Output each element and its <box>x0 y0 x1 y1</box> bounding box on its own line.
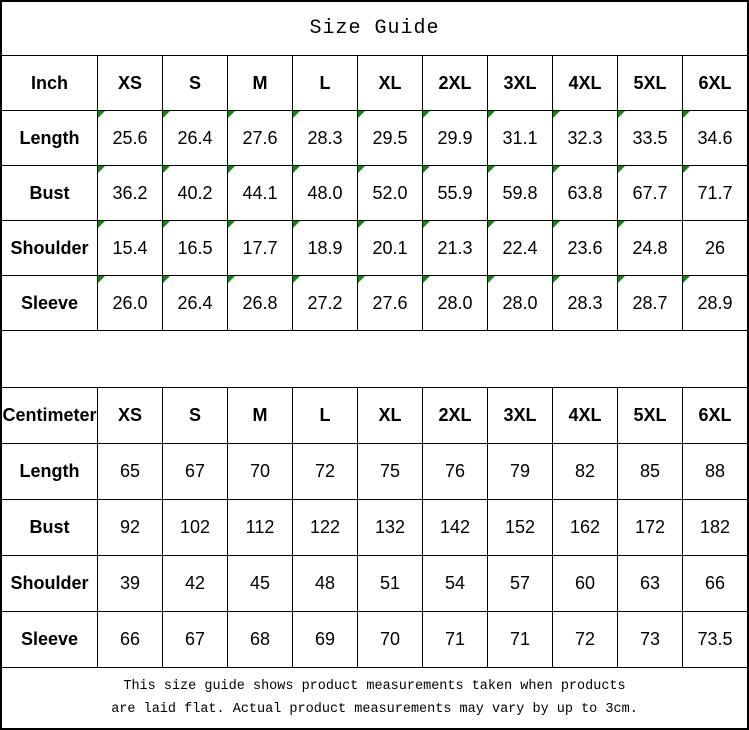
size-header-cell <box>357 56 422 111</box>
cell-corner-marker-icon <box>163 221 170 228</box>
size-value-cell <box>292 500 357 556</box>
size-value-cell-text: 40.2 <box>177 182 213 203</box>
size-header-cell <box>487 388 552 444</box>
row-label <box>2 444 97 500</box>
size-value-cell-text: 60 <box>574 573 596 593</box>
cell-corner-marker-icon <box>228 276 235 283</box>
size-header-cell-text: 4XL <box>568 72 602 93</box>
size-header-cell <box>227 56 292 111</box>
unit-label-text: Centimeter <box>2 405 97 425</box>
size-value-cell-text: 71 <box>444 629 466 649</box>
cell-corner-marker-icon <box>98 221 105 228</box>
size-value-cell-text: 17.7 <box>242 237 278 258</box>
cell-corner-marker-icon <box>618 276 625 283</box>
size-value-cell <box>682 556 747 612</box>
size-value-cell <box>357 444 422 500</box>
size-header-cell-text: 6XL <box>698 405 732 425</box>
size-value-cell-text: 28.7 <box>632 292 668 313</box>
size-value-cell <box>487 166 552 221</box>
size-value-cell-text: 48.0 <box>307 182 343 203</box>
cell-corner-marker-icon <box>163 276 170 283</box>
cell-corner-marker-icon <box>293 166 300 173</box>
size-value-cell-text: 85 <box>639 461 661 481</box>
cell-corner-marker-icon <box>293 111 300 118</box>
size-value-cell <box>227 500 292 556</box>
cell-corner-marker-icon <box>618 111 625 118</box>
size-value-cell-text: 73 <box>639 629 661 649</box>
size-value-cell <box>227 444 292 500</box>
size-value-cell-text: 15.4 <box>112 237 148 258</box>
cell-corner-marker-icon <box>358 276 365 283</box>
size-value-cell-text: 26.4 <box>177 292 213 313</box>
size-value-cell <box>552 221 617 276</box>
size-value-cell-text: 72 <box>314 461 336 481</box>
size-value-cell <box>292 221 357 276</box>
size-header-cell-text: S <box>188 72 201 93</box>
size-value-cell <box>292 166 357 221</box>
size-header-cell <box>422 388 487 444</box>
size-value-cell-text: 122 <box>309 517 341 537</box>
size-value-cell <box>617 166 682 221</box>
size-value-cell-text: 28.3 <box>307 127 343 148</box>
size-header-cell <box>97 388 162 444</box>
size-value-cell-text: 72 <box>574 629 596 649</box>
size-value-cell-text: 65 <box>119 461 141 481</box>
size-header-cell-text: XL <box>378 405 402 425</box>
cell-corner-marker-icon <box>98 276 105 283</box>
size-value-cell-text: 16.5 <box>177 237 213 258</box>
size-value-cell <box>552 556 617 612</box>
size-value-cell-text: 24.8 <box>632 237 668 258</box>
size-value-cell-text: 33.5 <box>632 127 668 148</box>
row-label-text: Shoulder <box>10 573 89 593</box>
size-value-cell <box>552 612 617 668</box>
size-value-cell <box>422 276 487 331</box>
size-value-cell-text: 26.8 <box>242 292 278 313</box>
cell-corner-marker-icon <box>163 166 170 173</box>
cell-corner-marker-icon <box>488 166 495 173</box>
size-value-cell-text: 51 <box>379 573 401 593</box>
size-value-cell <box>682 166 747 221</box>
cell-corner-marker-icon <box>358 166 365 173</box>
size-value-cell <box>97 444 162 500</box>
size-value-cell <box>422 500 487 556</box>
size-value-cell <box>357 612 422 668</box>
footnote <box>2 668 747 728</box>
size-value-cell-text: 59.8 <box>502 182 538 203</box>
size-value-cell <box>162 276 227 331</box>
size-value-cell-text: 28.0 <box>437 292 473 313</box>
size-value-cell-text: 23.6 <box>567 237 603 258</box>
size-header-cell <box>162 388 227 444</box>
size-value-cell-text: 22.4 <box>502 237 538 258</box>
size-header-cell <box>682 56 747 111</box>
size-value-cell <box>357 276 422 331</box>
size-value-cell <box>162 166 227 221</box>
size-value-cell <box>357 166 422 221</box>
size-value-cell-text: 76 <box>444 461 466 481</box>
size-value-cell-text: 20.1 <box>372 237 408 258</box>
size-header-cell-text: 2XL <box>438 405 472 425</box>
size-header-cell <box>292 56 357 111</box>
footnote-line-2: are laid flat. Actual product measurements may vary by up to 3cm. <box>111 702 638 717</box>
size-value-cell <box>292 276 357 331</box>
row-label-text: Shoulder <box>10 237 89 258</box>
size-value-cell <box>97 221 162 276</box>
size-value-cell <box>162 221 227 276</box>
size-value-cell-text: 29.9 <box>437 127 473 148</box>
cell-corner-marker-icon <box>228 111 235 118</box>
size-header-cell-text: 5XL <box>633 405 667 425</box>
size-value-cell-text: 63 <box>639 573 661 593</box>
size-value-cell <box>97 111 162 166</box>
size-header-cell-text: 3XL <box>503 405 537 425</box>
cell-corner-marker-icon <box>618 221 625 228</box>
size-value-cell-text: 54 <box>444 573 466 593</box>
centimeter-table <box>2 388 747 668</box>
size-value-cell <box>357 111 422 166</box>
size-value-cell-text: 55.9 <box>437 182 473 203</box>
size-value-cell <box>162 612 227 668</box>
size-value-cell <box>227 612 292 668</box>
size-header-cell-text: L <box>319 72 331 93</box>
size-value-cell-text: 27.6 <box>372 292 408 313</box>
size-value-cell <box>292 444 357 500</box>
row-label <box>2 500 97 556</box>
size-value-cell-text: 42 <box>184 573 206 593</box>
size-value-cell-text: 34.6 <box>697 127 733 148</box>
size-value-cell <box>422 556 487 612</box>
cell-corner-marker-icon <box>553 111 560 118</box>
size-value-cell-text: 44.1 <box>242 182 278 203</box>
row-label-text: Sleeve <box>20 292 79 313</box>
size-value-cell-text: 28.3 <box>567 292 603 313</box>
size-header-cell <box>682 388 747 444</box>
size-header-cell <box>162 56 227 111</box>
size-value-cell-text: 27.2 <box>307 292 343 313</box>
size-value-cell <box>292 111 357 166</box>
unit-label <box>2 56 97 111</box>
cell-corner-marker-icon <box>228 221 235 228</box>
row-label <box>2 556 97 612</box>
cell-corner-marker-icon <box>423 276 430 283</box>
size-header-cell-text: L <box>319 405 331 425</box>
size-value-cell-text: 92 <box>119 517 141 537</box>
page-title: Size Guide <box>2 2 747 56</box>
cell-corner-marker-icon <box>488 276 495 283</box>
unit-label-text: Inch <box>30 72 68 93</box>
size-value-cell <box>487 556 552 612</box>
size-value-cell <box>617 276 682 331</box>
size-value-cell-text: 162 <box>569 517 601 537</box>
size-value-cell-text: 132 <box>374 517 406 537</box>
size-value-cell <box>552 444 617 500</box>
size-value-cell <box>162 500 227 556</box>
size-value-cell-text: 71 <box>509 629 531 649</box>
size-value-cell <box>357 221 422 276</box>
size-value-cell <box>487 276 552 331</box>
size-value-cell-text: 82 <box>574 461 596 481</box>
size-value-cell-text: 39 <box>119 573 141 593</box>
size-value-cell <box>97 612 162 668</box>
size-value-cell-text: 32.3 <box>567 127 603 148</box>
size-value-cell <box>97 276 162 331</box>
size-value-cell <box>422 111 487 166</box>
size-value-cell <box>682 444 747 500</box>
row-label <box>2 612 97 668</box>
size-value-cell <box>422 221 487 276</box>
size-value-cell <box>617 444 682 500</box>
row-label <box>2 111 97 166</box>
size-value-cell <box>682 612 747 668</box>
size-header-cell <box>617 56 682 111</box>
cell-corner-marker-icon <box>683 166 690 173</box>
size-value-cell-text: 36.2 <box>112 182 148 203</box>
cell-corner-marker-icon <box>423 166 430 173</box>
size-header-cell-text: 2XL <box>438 72 472 93</box>
size-header-cell-text: S <box>188 405 201 425</box>
size-value-cell <box>97 166 162 221</box>
cell-corner-marker-icon <box>293 276 300 283</box>
size-value-cell <box>227 111 292 166</box>
size-value-cell-text: 28.9 <box>697 292 733 313</box>
size-value-cell-text: 88 <box>704 461 726 481</box>
size-value-cell-text: 79 <box>509 461 531 481</box>
size-value-cell <box>487 111 552 166</box>
size-value-cell-text: 75 <box>379 461 401 481</box>
size-header-cell-text: 5XL <box>633 72 667 93</box>
size-header-cell-text: M <box>252 72 268 93</box>
size-value-cell-text: 142 <box>439 517 471 537</box>
size-header-cell <box>422 56 487 111</box>
size-header-cell-text: 3XL <box>503 72 537 93</box>
size-value-cell-text: 66 <box>704 573 726 593</box>
size-value-cell-text: 18.9 <box>307 237 343 258</box>
size-value-cell <box>682 276 747 331</box>
cell-corner-marker-icon <box>683 276 690 283</box>
size-value-cell <box>357 500 422 556</box>
size-header-cell-text: XS <box>117 72 142 93</box>
size-header-cell-text: 4XL <box>568 405 602 425</box>
row-label-text: Bust <box>29 182 70 203</box>
size-value-cell <box>682 221 747 276</box>
size-value-cell <box>487 444 552 500</box>
size-value-cell-text: 68 <box>249 629 271 649</box>
size-value-cell <box>487 612 552 668</box>
size-value-cell <box>422 612 487 668</box>
size-value-cell <box>292 612 357 668</box>
row-label <box>2 276 97 331</box>
size-value-cell-text: 57 <box>509 573 531 593</box>
size-value-cell-text: 45 <box>249 573 271 593</box>
size-header-cell-text: M <box>252 405 268 425</box>
row-label-text: Length <box>19 127 80 148</box>
size-header-cell <box>487 56 552 111</box>
size-value-cell-text: 25.6 <box>112 127 148 148</box>
size-value-cell <box>227 221 292 276</box>
size-value-cell <box>617 556 682 612</box>
size-value-cell <box>682 111 747 166</box>
row-label-text: Sleeve <box>20 629 79 649</box>
size-header-cell <box>617 388 682 444</box>
cell-corner-marker-icon <box>293 221 300 228</box>
size-value-cell-text: 102 <box>179 517 211 537</box>
cell-corner-marker-icon <box>423 221 430 228</box>
cell-corner-marker-icon <box>358 221 365 228</box>
size-value-cell <box>292 556 357 612</box>
size-value-cell-text: 67 <box>184 629 206 649</box>
cell-corner-marker-icon <box>228 166 235 173</box>
size-value-cell <box>487 221 552 276</box>
size-value-cell <box>97 556 162 612</box>
cell-corner-marker-icon <box>553 276 560 283</box>
spacer-row <box>2 331 747 388</box>
size-value-cell <box>357 556 422 612</box>
size-header-cell <box>227 388 292 444</box>
cell-corner-marker-icon <box>553 166 560 173</box>
size-value-cell-text: 21.3 <box>437 237 473 258</box>
size-value-cell <box>552 500 617 556</box>
unit-label <box>2 388 97 444</box>
size-value-cell-text: 70 <box>379 629 401 649</box>
cell-corner-marker-icon <box>423 111 430 118</box>
size-value-cell-text: 31.1 <box>502 127 538 148</box>
cell-corner-marker-icon <box>488 111 495 118</box>
size-value-cell <box>227 166 292 221</box>
size-value-cell-text: 66 <box>119 629 141 649</box>
size-value-cell <box>487 500 552 556</box>
size-value-cell-text: 67 <box>184 461 206 481</box>
size-value-cell <box>97 500 162 556</box>
inch-table <box>2 56 747 331</box>
size-value-cell <box>162 444 227 500</box>
cell-corner-marker-icon <box>163 111 170 118</box>
size-value-cell-text: 112 <box>245 517 275 537</box>
cell-corner-marker-icon <box>98 111 105 118</box>
size-value-cell-text: 63.8 <box>567 182 603 203</box>
size-value-cell-text: 29.5 <box>372 127 408 148</box>
row-label-text: Length <box>19 461 80 481</box>
size-value-cell-text: 182 <box>699 517 731 537</box>
size-header-cell <box>552 388 617 444</box>
size-value-cell <box>617 500 682 556</box>
size-value-cell <box>552 276 617 331</box>
size-value-cell <box>682 500 747 556</box>
footnote-line-1: This size guide shows product measurements taken when products <box>123 679 626 694</box>
cell-corner-marker-icon <box>98 166 105 173</box>
size-value-cell <box>552 166 617 221</box>
size-value-cell <box>617 111 682 166</box>
size-value-cell-text: 73.5 <box>697 629 733 649</box>
size-header-cell-text: 6XL <box>698 72 732 93</box>
size-value-cell-text: 172 <box>634 517 666 537</box>
cell-corner-marker-icon <box>553 221 560 228</box>
size-value-cell-text: 48 <box>314 573 336 593</box>
size-value-cell <box>162 556 227 612</box>
cell-corner-marker-icon <box>488 221 495 228</box>
size-value-cell-text: 27.6 <box>242 127 278 148</box>
size-header-cell <box>97 56 162 111</box>
size-value-cell <box>227 556 292 612</box>
row-label-text: Bust <box>29 517 70 537</box>
size-value-cell-text: 67.7 <box>632 182 668 203</box>
size-value-cell-text: 52.0 <box>372 182 408 203</box>
size-value-cell-text: 69 <box>314 629 336 649</box>
size-value-cell-text: 28.0 <box>502 292 538 313</box>
cell-corner-marker-icon <box>358 111 365 118</box>
size-value-cell-text: 71.7 <box>697 182 733 203</box>
size-value-cell <box>617 221 682 276</box>
size-value-cell-text: 70 <box>249 461 271 481</box>
size-value-cell-text: 26 <box>704 237 726 258</box>
size-value-cell-text: 26.4 <box>177 127 213 148</box>
size-header-cell <box>292 388 357 444</box>
cell-corner-marker-icon <box>683 111 690 118</box>
row-label <box>2 166 97 221</box>
size-value-cell <box>162 111 227 166</box>
size-value-cell <box>422 166 487 221</box>
size-header-cell-text: XL <box>378 72 402 93</box>
size-value-cell-text: 26.0 <box>112 292 148 313</box>
size-header-cell <box>552 56 617 111</box>
size-value-cell-text: 152 <box>504 517 536 537</box>
size-header-cell <box>357 388 422 444</box>
size-value-cell <box>617 612 682 668</box>
size-header-cell-text: XS <box>117 405 142 425</box>
size-value-cell <box>422 444 487 500</box>
size-value-cell <box>552 111 617 166</box>
cell-corner-marker-icon <box>618 166 625 173</box>
row-label <box>2 221 97 276</box>
size-value-cell <box>227 276 292 331</box>
